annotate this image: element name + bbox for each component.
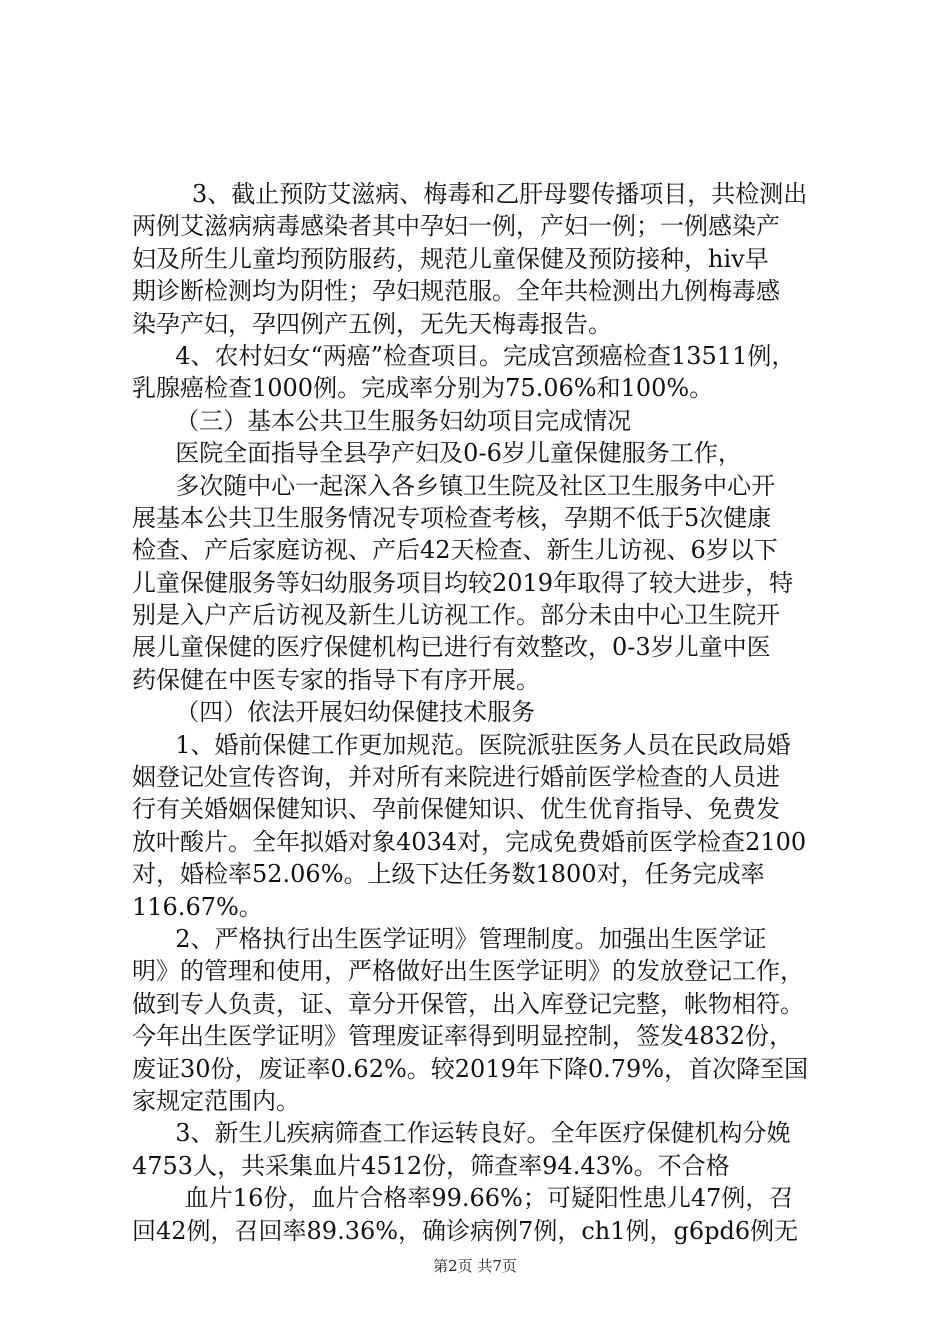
- text-line: 展基本公共卫生服务情况专项检查考核，孕期不低于5次健康: [132, 503, 772, 532]
- text-line: 116.67%。: [132, 892, 263, 921]
- text-line: 检查、产后家庭访视、产后42天检查、新生儿访视、6岁以下: [132, 536, 778, 565]
- text-line: 药保健在中医专家的指导下有序开展。: [132, 665, 540, 694]
- text-line: 2、严格执行出生医学证明》管理制度。加强出生医学证: [175, 924, 767, 953]
- text-line: （三）基本公共卫生服务妇幼项目完成情况: [175, 406, 632, 435]
- text-line: 行有关婚姻保健知识、孕前保健知识、优生优育指导、免费发: [132, 795, 780, 824]
- text-line: 医院全面指导全县孕产妇及0-6岁儿童保健服务工作，: [175, 439, 742, 468]
- text-line: 对，婚检率52.06%。上级下达任务数1800对，任务完成率: [132, 860, 765, 889]
- page-number-footer: 第2页 共7页: [433, 1257, 517, 1275]
- text-line: 血片16份，血片合格率99.66%；可疑阳性患儿47例，召: [184, 1184, 794, 1213]
- text-line: 3、新生儿疾病筛查工作运转良好。全年医疗保健机构分娩: [175, 1119, 791, 1148]
- text-line: 废证30份，废证率0.62%。较2019年下降0.79%，首次降至国: [132, 1054, 809, 1083]
- text-line: 妇及所生儿童均预防服药，规范儿童保健及预防接种，hiv早: [132, 244, 769, 273]
- text-line: 期诊断检测均为阴性；孕妇规范服。全年共检测出九例梅毒感: [132, 277, 780, 306]
- text-line: 明》的管理和使用，严格做好出生医学证明》的发放登记工作，: [132, 957, 804, 986]
- text-line: 回42例，召回率89.36%，确诊病例7例，ch1例，g6pd6例无: [132, 1216, 799, 1245]
- text-line: 展儿童保健的医疗保健机构已进行有效整改，0-3岁儿童中医: [132, 633, 771, 662]
- text-line: （四）依法开展妇幼保健技术服务: [175, 698, 536, 727]
- text-line: 3、截止预防艾滋病、梅毒和乙肝母婴传播项目，共检测出: [168, 180, 808, 208]
- text-line: 家规定范围内。: [132, 1086, 300, 1115]
- text-line: 乳腺癌检查1000例。完成率分别为75.06%和100%。: [132, 374, 714, 403]
- text-line: 两例艾滋病病毒感染者其中孕妇一例，产妇一例；一例感染产: [132, 212, 780, 241]
- text-line: 染孕产妇，孕四例产五例，无先天梅毒报告。: [132, 309, 612, 338]
- text-line: 多次随中心一起深入各乡镇卫生院及社区卫生服务中心开: [175, 471, 776, 500]
- text-line: 别是入户产后访视及新生儿访视工作。部分未由中心卫生院开: [132, 601, 780, 630]
- text-line: 做到专人负责，证、章分开保管，出入库登记完整，帐物相符。: [132, 989, 804, 1018]
- text-line: 今年出生医学证明》管理废证率得到明显控制，签发4832份，: [132, 1022, 794, 1051]
- text-line: 4753人，共采集血片4512份，筛查率94.43%。不合格: [132, 1151, 730, 1180]
- text-line: 放叶酸片。全年拟婚对象4034对，完成免费婚前医学检查2100: [132, 827, 807, 856]
- text-line: 儿童保健服务等妇幼服务项目均较2019年取得了较大进步，特: [132, 568, 794, 597]
- text-line: 4、农村妇女“两癌”检查项目。完成宫颈癌检查13511例，: [175, 341, 796, 370]
- text-line: 姻登记处宣传咨询，并对所有来院进行婚前医学检查的人员进: [132, 763, 780, 792]
- text-line: 1、婚前保健工作更加规范。医院派驻医务人员在民政局婚: [175, 730, 791, 759]
- document-body: [132, 178, 854, 1247]
